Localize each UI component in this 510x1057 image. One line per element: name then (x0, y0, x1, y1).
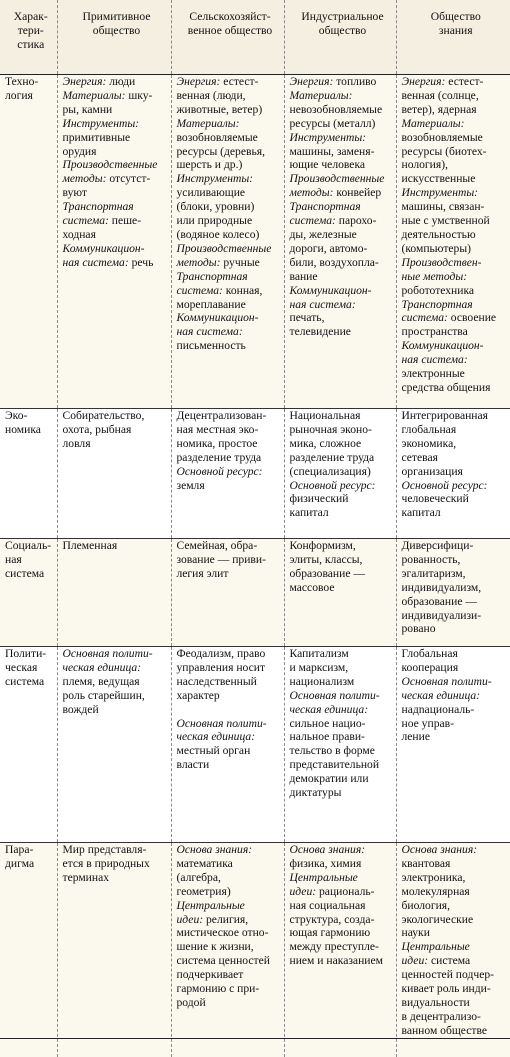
table-cell (396, 647, 510, 843)
row-label: Пара- дигма (0, 843, 57, 1057)
cell-italic-label: Материалы: (401, 116, 465, 130)
cell-text: надnациональ- ное управ- ление (401, 702, 475, 744)
cell-italic-label: Центральные идеи: (289, 870, 358, 898)
table-cell (57, 75, 171, 409)
header-primitive-society: Примитивное общество (57, 0, 171, 75)
header-industrial-society: Индустриальное общество (284, 0, 396, 75)
cell-italic-label: Транспортная система: (176, 269, 248, 297)
cell-italic-label: Материалы: (62, 88, 126, 102)
cell-text: естест- венная (люди, животные, ветер) (176, 75, 263, 116)
cell-text: Феодализм, право управления носит наследственный характер (176, 647, 266, 702)
cell-text: естест- венная (солнце, ветер), ядерная (401, 75, 484, 116)
cell-italic-label: Инструменты: (289, 130, 367, 144)
cell-italic-label: Энергия: (176, 75, 221, 88)
cell-italic-label: Материалы: (289, 88, 353, 102)
cell-text: квантовая электроника, молекулярная биология, экологические науки (401, 856, 474, 940)
cell-text: Конформизм, элиты, классы, образование — массовое (289, 539, 365, 594)
cell-italic-label: Коммуникацион- ная система: (62, 241, 145, 269)
cell-italic-label: Основной ресурс: (289, 478, 376, 492)
cell-text: письменность (176, 339, 246, 353)
cell-text: Диверсифици- рованность, эгалитаризм, индивидуализм, образование — индивидуализи- ровано (401, 539, 482, 636)
table-cell (57, 647, 171, 843)
table-cell (396, 75, 510, 409)
cell-text: племя, ведущая роль старейшин, вождей (62, 674, 145, 716)
cell-text: физика, химия (289, 856, 362, 870)
cell-text: Глобальная кооперация (401, 647, 459, 674)
cell-text: усиливающие (блоки, уровни) или природные (водяное колесо) (176, 186, 260, 241)
table-cell (284, 843, 396, 1057)
cell-text: местный орган власти (176, 744, 251, 772)
table-row-technology (0, 75, 510, 409)
cell-text: робототехника (401, 283, 475, 297)
cell-italic-label: Центральные идеи: (176, 898, 245, 926)
table-cell (396, 843, 510, 1057)
cell-text: Интегрированная глобальная экономика, сетевая организация (401, 409, 488, 478)
cell-text: топливо (333, 75, 377, 88)
cell-italic-label: Производственные методы: (176, 241, 272, 269)
cell-italic-label: Инструменты: (176, 172, 254, 186)
cell-text: сильное нацио- нальное прави- тельство в форме представительной демократии или диктатуры (289, 716, 380, 800)
cell-text: возобновляемые ресурсы (биотех- нология), искусственные (401, 130, 487, 186)
table-cell (171, 539, 284, 647)
cell-italic-label: Основная полити- ческая единица: (289, 688, 380, 716)
cell-text: религия, мистическое отно- шение к жизни, система ценностей подчеркивает гармонию с при- родой (176, 912, 270, 1009)
cell-text: Мир представля- ется в природных терминах (62, 843, 150, 884)
row-label: Социаль- ная система (0, 539, 57, 647)
cell-italic-label: Основная полити- ческая единица: (62, 647, 153, 674)
cell-text: невозобновляемые ресурсы (металл) (289, 102, 383, 130)
cell-italic-label: Основа знания: (401, 843, 478, 856)
cell-italic-label: Коммуникацион- ная система: (401, 339, 484, 367)
row-label: Полити- ческая система (0, 647, 57, 843)
cell-italic-label: Производственные методы: (62, 158, 158, 186)
table-body (0, 75, 510, 1057)
cell-text: освоение пространства (401, 311, 497, 339)
cell-italic-label: Основа знания: (289, 843, 366, 856)
cell-text: конная, мореплавание (176, 283, 263, 311)
table-cell (284, 75, 396, 409)
cell-text: ручные (220, 255, 260, 269)
cell-text: Национальная рыночная эконо- мика, сложное разделение труда (специализация) (289, 409, 375, 478)
table-row-social-system (0, 539, 510, 647)
table-cell (57, 539, 171, 647)
table-cell (284, 647, 396, 843)
header-knowledge-society: Общество знания (396, 0, 510, 75)
cell-italic-label: Производственные методы: (289, 172, 385, 200)
cell-text: отсутст- вуют (62, 172, 151, 200)
cell-text: Собирательство, охота, рыбная ловля (62, 409, 145, 450)
table-cell (57, 409, 171, 539)
cell-text: рациональ- ная социальная структура, созда- ющая гармонию между преступле- нием и наказанием (289, 884, 383, 968)
cell-italic-label: Энергия: (289, 75, 334, 88)
cell-text: Капитализм и марксизм, национализм (289, 647, 355, 688)
table-cell (171, 843, 284, 1057)
cell-italic-label: Коммуникацион- ная система: (289, 283, 372, 311)
cell-italic-label: Основная полити- ческая единица: (176, 716, 267, 744)
cell-italic-label: Энергия: (401, 75, 446, 88)
cell-text: конвейер (333, 186, 382, 200)
table-cell (57, 843, 171, 1057)
cell-italic-label: Материалы: (176, 116, 240, 130)
table-row-paradigm (0, 843, 510, 1057)
cell-text: электронные средства общения (401, 367, 491, 394)
table-cell (171, 75, 284, 409)
table-row-economy (0, 409, 510, 539)
cell-text: речь (128, 255, 154, 269)
cell-text: математика (алгебра, геометрия) (176, 856, 233, 898)
row-label: Техно- логия (0, 75, 57, 409)
cell-text: парохо- ды, железные дороги, автомо- били, воздухопла- вание (289, 214, 379, 283)
cell-text: возобновляемые ресурсы (деревья, шерсть и др.) (176, 130, 265, 172)
cell-italic-label: Основной ресурс: (401, 478, 488, 492)
table-cell (396, 409, 510, 539)
cell-text: физический капитал (289, 492, 349, 520)
cell-text: Семейная, обра- зование — приви- легия элит (176, 539, 266, 580)
table-cell (284, 409, 396, 539)
cell-text: земля (176, 478, 205, 492)
cell-text: Децентрализован- ная местная эко- номика, простое разделение труда (176, 409, 267, 464)
table-cell (396, 539, 510, 647)
header-characteristic: Харак- тери- стика (0, 0, 57, 75)
cell-italic-label: Основная полити- ческая единица: (401, 674, 492, 702)
cell-italic-label: Производствен- ные методы: (401, 255, 482, 283)
cell-italic-label: Транспортная система: (62, 200, 134, 228)
cell-text: система ценностей подчер- кивает роль инди- видуальности в децентрализо- ванном обществе (401, 954, 495, 1037)
cell-text: шку- ры, камни (62, 88, 153, 116)
cell-text: печать, телевидение (289, 311, 351, 339)
cell-text: Племенная (62, 539, 118, 552)
table-row-political-system (0, 647, 510, 843)
table-header-row (0, 0, 510, 75)
cell-text: машины, связан- ные с умственной деятельностью (компьютеры) (401, 200, 490, 255)
cell-italic-label: Коммуникацион- ная система: (176, 311, 259, 339)
cell-text: машины, заменя- ющие человека (289, 144, 375, 172)
cell-italic-label: Основной ресурс: (176, 464, 263, 478)
cell-italic-label: Центральные идеи: (401, 940, 470, 968)
cell-italic-label: Инструменты: (62, 116, 140, 130)
cell-italic-label: Энергия: (62, 75, 107, 88)
table-cell (284, 539, 396, 647)
cell-italic-label: Инструменты: (401, 186, 479, 200)
cell-text: человеческий капитал (401, 492, 469, 520)
cell-italic-label: Транспортная система: (401, 297, 473, 325)
table-cell (171, 647, 284, 843)
header-agricultural-society: Сельскохозяйст- венное общество (171, 0, 284, 75)
cell-italic-label: Основа знания: (176, 843, 253, 856)
cell-text: примитивные орудия (62, 130, 131, 158)
cell-text: люди (106, 75, 136, 88)
row-label: Эко- номика (0, 409, 57, 539)
table-cell (171, 409, 284, 539)
cell-italic-label: Транспортная система: (289, 200, 361, 228)
cell-text: пеше- ходная (62, 214, 142, 241)
